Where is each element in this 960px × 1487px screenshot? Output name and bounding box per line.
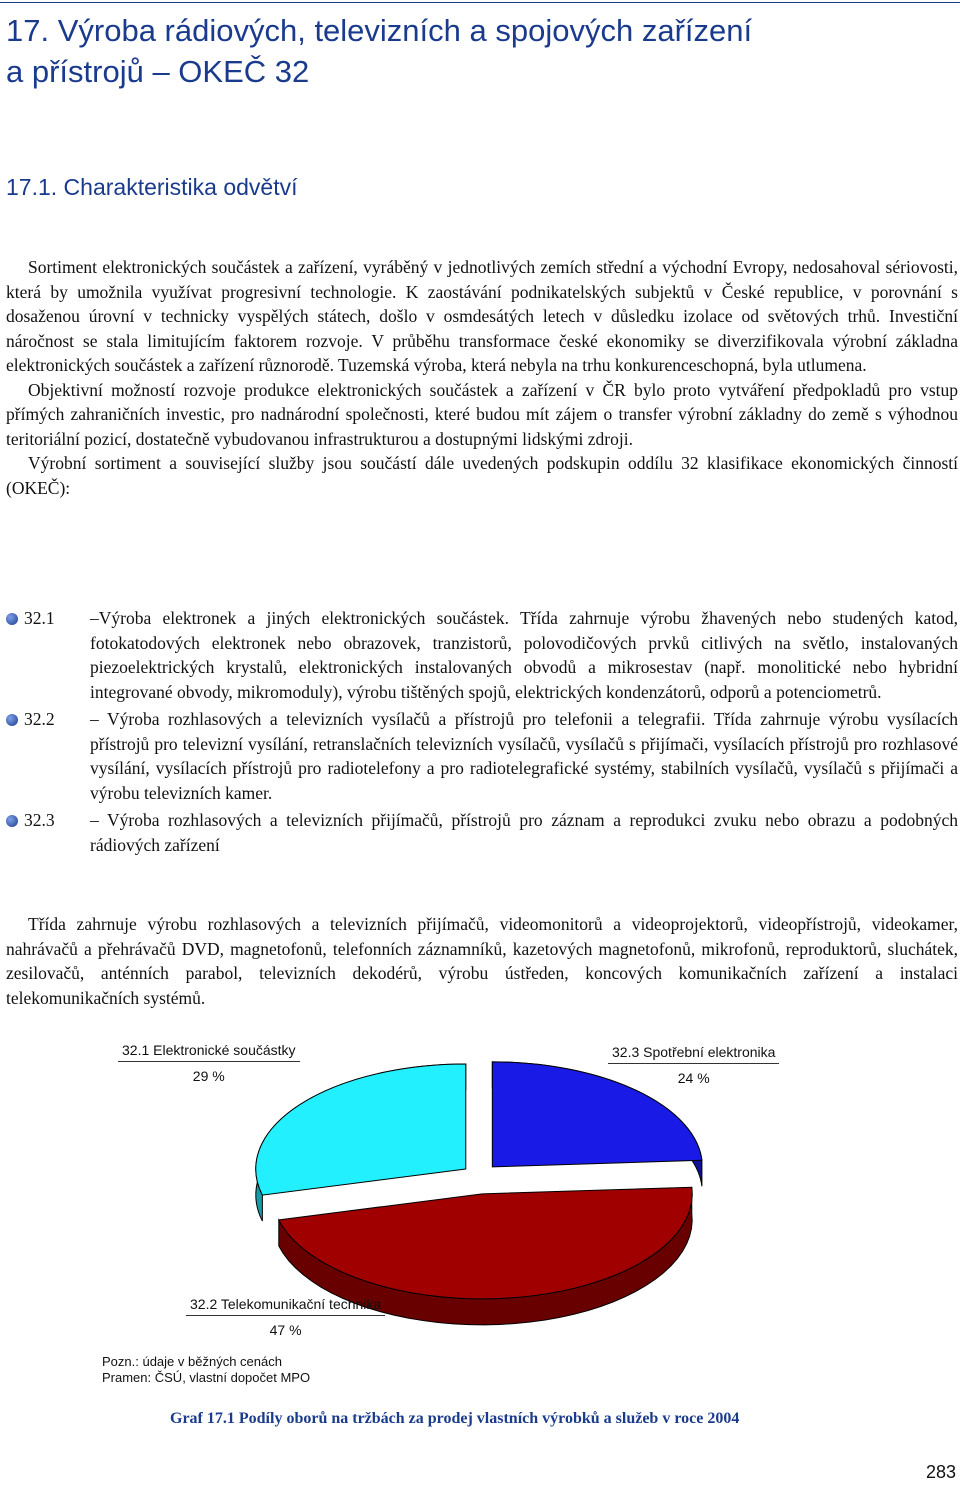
pie-label-value: 29 % [192, 1068, 225, 1084]
list-item-text: – Výroba rozhlasových a televizních vysílačů a přístrojů pro telefonii a telegrafii. Třída zahrnuje výrobu vysílacích přístrojů pro televizní vysílání, retranslačních televizních vysílačů, vysílačů s přijímači, vysílacích přístrojů pro rozhlasové vysílání, vysílacích přístrojů pro radiotelefony a pro radiotelegrafické systémy, stabilních vysílačů, vysílačů s přijímači a výrobu televizních kamer. [90, 709, 958, 803]
list-item-code: 32.2 [24, 709, 55, 729]
intro-text [6, 255, 958, 500]
paragraph-2: Objektivní možností rozvoje produkce elektronických součástek a zařízení v ČR bylo proto vytváření předpokladů pro vstup přímých zahraničních investic, pro nadnárodní společnosti, které budou mít zájem o transfer výrobní základny do země s výhodnou teritoriální pozicí, dostatečně vybudovanou infrastrukturou a dostupnými lidskými zdroji. [6, 379, 958, 449]
page-title-line1: 17. Výroba rádiových, televizních a spojových zařízení [6, 13, 753, 48]
list-item [6, 808, 958, 857]
note-line-2: Pramen: ČSÚ, vlastní dopočet MPO [102, 1370, 311, 1385]
pie-chart-svg [0, 1030, 960, 1390]
pie-chart [0, 1030, 960, 1390]
pie-label-name: 32.3 Spotřební elektronika [608, 1044, 779, 1064]
paragraph-3: Výrobní sortiment a související služby jsou součástí dále uvedených podskupin oddílu 32 klasifikace ekonomických činností (OKEČ): [6, 453, 958, 498]
paragraph-1: Sortiment elektronických součástek a zařízení, vyráběný v jednotlivých zemích střední a východní Evropy, nedosahoval sériovosti, která by umožnila využívat progresivní technologie. K zaostávání podnikatelských subjektů v České republice, v porovnání s dosaženou úrovní v technicky vyspělých státech, došlo v osmdesátých letech v důsledku izolace od světových trhů. Investiční náročnost se stala limitujícím faktorem rozvoje. V průběhu transformace české ekonomiky se diverzifikovala výrobní základna elektronických součástek a zařízení různorodě. Tuzemská výroba, která nebyla na trhu konkurenceschopná, byla utlumena. [6, 257, 958, 375]
list-item-text: –Výroba elektronek a jiných elektronických součástek. Třída zahrnuje výrobu žhavených nebo studených katod, fotokatodových elektronek nebo obrazovek, tranzistorů, polovodičových prvků citlivých na světlo, instalovaných piezoelektrických krystalů, elektronických instalovaných obvodů a mikrosestav (např. monolitické nebo hybridní integrované obvody, mikromoduly), výrobu tištěných spojů, elektrických kondenzátorů, odporů a potenciometrů. [90, 608, 958, 702]
paragraph-4: Třída zahrnuje výrobu rozhlasových a televizních přijímačů, videomonitorů a videoprojektorů, videopřístrojů, videokamer, nahrávačů a přehrávačů DVD, magnetofonů, telefonních záznamníků, kazetových magnetofonů, mikrofonů, reproduktorů, sluchátek, zesilovačů, anténních parabol, televizních dekodérů, výrobu ústředen, koncových komunikačních zařízení a instalaci telekomunikačních systémů. [6, 914, 958, 1008]
list-item-code: 32.3 [24, 810, 55, 830]
pie-label-name: 32.2 Telekomunikační technika [186, 1296, 385, 1316]
after-list-text [6, 912, 958, 1010]
chart-caption: Graf 17.1 Podíly oborů na tržbách za prodej vlastních výrobků a služeb v roce 2004 [170, 1410, 740, 1427]
section-title: 17.1. Charakteristika odvětví [6, 174, 298, 200]
list-item-code: 32.1 [24, 608, 55, 628]
list-item-text: – Výroba rozhlasových a televizních přijímačů, přístrojů pro záznam a reprodukci zvuku nebo obrazu a podobných rádiových zařízení [90, 810, 958, 855]
pie-label-name: 32.1 Elektronické součástky [118, 1042, 300, 1062]
page-title-line2: a přístrojů – OKEČ 32 [6, 54, 310, 89]
chart-notes [102, 1354, 310, 1386]
bullet-icon [6, 815, 18, 827]
top-rule [0, 2, 960, 3]
page-title [6, 10, 946, 92]
bullet-icon [6, 714, 18, 726]
pie-label-value: 47 % [269, 1322, 302, 1338]
pie-label-32-1 [118, 1042, 300, 1084]
list-item [6, 707, 958, 805]
note-line-1: Pozn.: údaje v běžných cenách [102, 1354, 282, 1369]
pie-label-32-3 [608, 1044, 779, 1086]
bullet-icon [6, 613, 18, 625]
pie-label-value: 24 % [677, 1070, 710, 1086]
list-item [6, 606, 958, 704]
pie-label-32-2 [186, 1296, 385, 1338]
okec-list [6, 606, 958, 860]
page-number: 283 [925, 1462, 956, 1482]
